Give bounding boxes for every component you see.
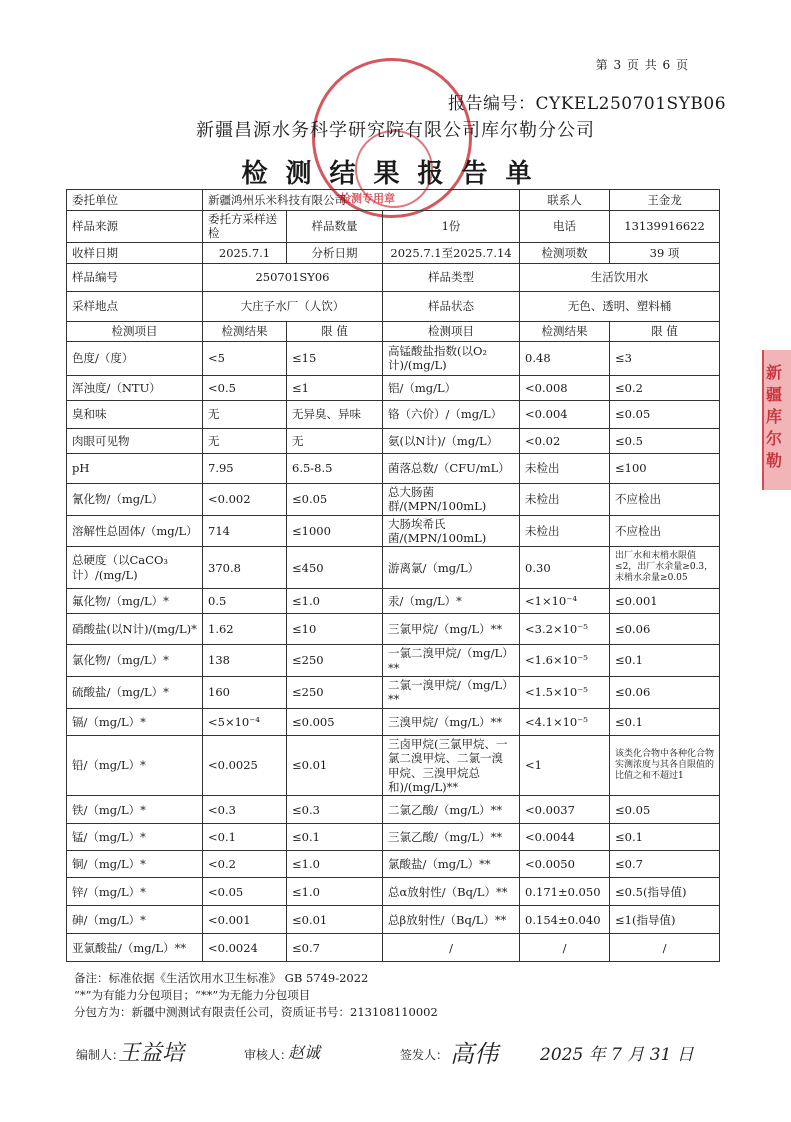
col-header-item: 检测项目	[67, 321, 203, 341]
info-row	[67, 190, 720, 211]
result-value: 714	[203, 515, 287, 547]
result-value: 1.62	[203, 614, 287, 645]
result-limit: ≤250	[287, 645, 383, 677]
result-item: 硝酸盐(以N计)/(mg/L)*	[67, 614, 203, 645]
result-value-2: <1×10⁻⁴	[520, 589, 610, 614]
result-value: 370.8	[203, 547, 287, 589]
result-value: <0.1	[203, 824, 287, 851]
result-item-2: 高锰酸盐指数(以O₂计)/(mg/L)	[383, 341, 520, 375]
result-item-2: 大肠埃希氏菌/(MPN/100mL)	[383, 515, 520, 547]
result-limit: ≤250	[287, 677, 383, 709]
sample-no-label: 样品编号	[67, 263, 203, 291]
result-item-2: 总大肠菌群/(MPN/100mL)	[383, 483, 520, 515]
contact-label: 联系人	[520, 190, 610, 211]
prepared-by-signature: 王益培	[118, 1041, 185, 1066]
table-row	[67, 796, 720, 824]
result-limit: ≤10	[287, 614, 383, 645]
result-item-2: 菌落总数/（CFU/mL）	[383, 453, 520, 483]
table-row	[67, 614, 720, 645]
result-item-2: 一氯二溴甲烷/（mg/L）**	[383, 645, 520, 677]
result-value: <0.001	[203, 906, 287, 934]
items-value: 39 项	[610, 242, 720, 263]
result-item-2: 三氯甲烷/（mg/L）**	[383, 614, 520, 645]
result-limit: ≤0.3	[287, 796, 383, 824]
site-value: 大庄子水厂（人饮）	[203, 291, 383, 321]
page-indicator: 第 3 页 共 6 页	[595, 58, 689, 72]
result-item-2: 二氯乙酸/（mg/L）**	[383, 796, 520, 824]
table-row	[67, 906, 720, 934]
result-value: <0.05	[203, 878, 287, 906]
result-item: 浑浊度/（NTU）	[67, 375, 203, 400]
note-subcontract-legend: “*”为有能力分包项目；“**”为无能力分包项目	[74, 988, 311, 1002]
result-limit-2: ≤0.2	[610, 375, 720, 400]
result-item-2: 总α放射性/（Bq/L）**	[383, 878, 520, 906]
sample-type-label: 样品类型	[383, 263, 520, 291]
result-limit: 无异臭、异味	[287, 400, 383, 428]
result-limit: ≤15	[287, 341, 383, 375]
result-limit-2: ≤0.1	[610, 824, 720, 851]
result-item: 氰化物/（mg/L）	[67, 483, 203, 515]
state-label: 样品状态	[383, 291, 520, 321]
result-value: <0.0025	[203, 735, 287, 796]
result-item: 氯化物/（mg/L）*	[67, 645, 203, 677]
info-row	[67, 211, 720, 243]
result-item: 溶解性总固体/（mg/L）	[67, 515, 203, 547]
result-value-2: 0.48	[520, 341, 610, 375]
table-row	[67, 708, 720, 735]
result-limit-2: ≤0.06	[610, 614, 720, 645]
col-header-result2: 检测结果	[520, 321, 610, 341]
result-limit-2: ≤0.05	[610, 400, 720, 428]
col-header-limit: 限 值	[287, 321, 383, 341]
result-limit-2: ≤0.7	[610, 851, 720, 878]
result-table	[66, 189, 720, 962]
result-item: 铜/（mg/L）*	[67, 851, 203, 878]
info-row	[67, 291, 720, 321]
result-limit: ≤0.7	[287, 934, 383, 962]
table-row	[67, 400, 720, 428]
source-label: 样品来源	[67, 211, 203, 243]
result-value: <5	[203, 341, 287, 375]
sample-type-value: 生活饮用水	[520, 263, 720, 291]
inspection-seal-text: 检测专用章	[340, 192, 395, 205]
result-limit: ≤0.01	[287, 906, 383, 934]
result-item-2: 氨(以N计)/（mg/L）	[383, 428, 520, 453]
result-item: 镉/（mg/L）*	[67, 708, 203, 735]
items-label: 检测项数	[520, 242, 610, 263]
result-item-2: 氯酸盐/（mg/L）**	[383, 851, 520, 878]
client-value: 新疆鸿州乐米科技有限公司	[203, 190, 520, 211]
result-value-2: 未检出	[520, 453, 610, 483]
info-row	[67, 263, 720, 291]
result-value: 7.95	[203, 453, 287, 483]
result-item: 色度/（度）	[67, 341, 203, 375]
table-row	[67, 515, 720, 547]
col-header-result: 检测结果	[203, 321, 287, 341]
table-row	[67, 428, 720, 453]
table-row	[67, 547, 720, 589]
result-value-2: <0.004	[520, 400, 610, 428]
result-value-2: 0.30	[520, 547, 610, 589]
result-item-2: 三溴甲烷/（mg/L）**	[383, 708, 520, 735]
result-item-2: 铝/（mg/L）	[383, 375, 520, 400]
result-item: 铅/（mg/L）*	[67, 735, 203, 796]
source-value: 委托方采样送检	[203, 211, 287, 243]
notes	[74, 970, 438, 1021]
table-row	[67, 677, 720, 709]
result-limit-2: ≤0.06	[610, 677, 720, 709]
result-item: 砷/（mg/L）*	[67, 906, 203, 934]
result-value: 160	[203, 677, 287, 709]
sample-no-value: 250701SY06	[203, 263, 383, 291]
table-row	[67, 453, 720, 483]
result-limit: ≤0.01	[287, 735, 383, 796]
phone-label: 电话	[520, 211, 610, 243]
col-header-limit2: 限 值	[610, 321, 720, 341]
result-limit: ≤1.0	[287, 589, 383, 614]
result-limit: ≤1.0	[287, 878, 383, 906]
col-header-item2: 检测项目	[383, 321, 520, 341]
result-limit-2: ≤100	[610, 453, 720, 483]
result-item: 硫酸盐/（mg/L）*	[67, 677, 203, 709]
result-limit-2: ≤0.1	[610, 645, 720, 677]
table-row	[67, 483, 720, 515]
result-value-2: <1.5×10⁻⁵	[520, 677, 610, 709]
qty-label: 样品数量	[287, 211, 383, 243]
result-value-2: <0.0044	[520, 824, 610, 851]
result-limit-2: ≤3	[610, 341, 720, 375]
state-value: 无色、透明、塑料桶	[520, 291, 720, 321]
result-limit: ≤1.0	[287, 851, 383, 878]
result-value-2: /	[520, 934, 610, 962]
result-value-2: 0.154±0.040	[520, 906, 610, 934]
result-item: 锌/（mg/L）*	[67, 878, 203, 906]
info-row	[67, 242, 720, 263]
table-row	[67, 375, 720, 400]
analysis-label: 分析日期	[287, 242, 383, 263]
result-item-2: 三氯乙酸/（mg/L）**	[383, 824, 520, 851]
document-title: 检测结果报告单	[241, 159, 550, 189]
result-value: 138	[203, 645, 287, 677]
table-row	[67, 589, 720, 614]
result-limit: ≤0.005	[287, 708, 383, 735]
result-item-2: 总β放射性/（Bq/L）**	[383, 906, 520, 934]
result-value: <0.0024	[203, 934, 287, 962]
result-item-2: 二氯一溴甲烷/（mg/L）**	[383, 677, 520, 709]
qty-value: 1份	[383, 211, 520, 243]
result-value: 无	[203, 400, 287, 428]
table-row	[67, 735, 720, 796]
result-item-2: 铬（六价）/（mg/L）	[383, 400, 520, 428]
issued-by-signature: 高伟	[450, 1040, 498, 1068]
result-limit-2: ≤0.1	[610, 708, 720, 735]
result-limit-2: 该类化合物中各种化合物实测浓度与其各自限值的比值之和不超过1	[610, 735, 720, 796]
result-limit: ≤1000	[287, 515, 383, 547]
result-limit-2: ≤0.5	[610, 428, 720, 453]
result-limit: ≤450	[287, 547, 383, 589]
result-item: 亚氯酸盐/（mg/L）**	[67, 934, 203, 962]
result-item: 氟化物/（mg/L）*	[67, 589, 203, 614]
result-value-2: <1	[520, 735, 610, 796]
result-value-2: <0.008	[520, 375, 610, 400]
result-limit: ≤0.1	[287, 824, 383, 851]
table-row	[67, 934, 720, 962]
table-row	[67, 341, 720, 375]
result-value: <0.2	[203, 851, 287, 878]
result-limit-2: 不应检出	[610, 515, 720, 547]
result-limit: 6.5-8.5	[287, 453, 383, 483]
column-header-row	[67, 321, 720, 341]
result-value: <0.002	[203, 483, 287, 515]
result-limit: ≤0.05	[287, 483, 383, 515]
result-item: 肉眼可见物	[67, 428, 203, 453]
reviewed-by-label: 审核人：	[244, 1048, 293, 1062]
company-name: 新疆昌源水务科学研究院有限公司库尔勒分公司	[196, 120, 595, 141]
result-limit-2: ≤1(指导值)	[610, 906, 720, 934]
result-item: 铁/（mg/L）*	[67, 796, 203, 824]
table-row	[67, 824, 720, 851]
result-value-2: 0.171±0.050	[520, 878, 610, 906]
phone-value: 13139916622	[610, 211, 720, 243]
reviewed-by-signature: 赵诚	[288, 1043, 321, 1062]
client-label: 委托单位	[67, 190, 203, 211]
result-value-2: <0.0037	[520, 796, 610, 824]
result-value-2: <1.6×10⁻⁵	[520, 645, 610, 677]
result-value-2: <3.2×10⁻⁵	[520, 614, 610, 645]
receive-value: 2025.7.1	[203, 242, 287, 263]
table-row	[67, 851, 720, 878]
table-row	[67, 878, 720, 906]
result-item: 总硬度（以CaCO₃计）/(mg/L)	[67, 547, 203, 589]
result-limit-2: 出厂水和末梢水限值≤2，出厂水余量≥0.3，末梢水余量≥0.05	[610, 547, 720, 589]
result-item: pH	[67, 453, 203, 483]
result-item-2: 游离氯/（mg/L）	[383, 547, 520, 589]
analysis-value: 2025.7.1至2025.7.14	[383, 242, 520, 263]
result-item-2: 汞/（mg/L）*	[383, 589, 520, 614]
result-limit-2: ≤0.5(指导值)	[610, 878, 720, 906]
result-limit: ≤1	[287, 375, 383, 400]
table-row	[67, 645, 720, 677]
result-rows	[67, 341, 720, 962]
report-number: 报告编号：CYKEL250701SYB06	[448, 94, 727, 114]
result-item: 臭和味	[67, 400, 203, 428]
result-value-2: 未检出	[520, 483, 610, 515]
seam-stamp-text: 新疆库尔勒	[766, 363, 783, 470]
result-value: <0.5	[203, 375, 287, 400]
result-item: 锰/（mg/L）*	[67, 824, 203, 851]
prepared-by-label: 编制人：	[76, 1048, 125, 1062]
result-value-2: <4.1×10⁻⁵	[520, 708, 610, 735]
result-limit-2: ≤0.001	[610, 589, 720, 614]
result-value: <0.3	[203, 796, 287, 824]
result-value: <5×10⁻⁴	[203, 708, 287, 735]
result-limit-2: /	[610, 934, 720, 962]
result-limit-2: ≤0.05	[610, 796, 720, 824]
contact-value: 王金龙	[610, 190, 720, 211]
issue-date: 2025 年 7 月 31 日	[540, 1045, 694, 1065]
result-value-2: <0.0050	[520, 851, 610, 878]
note-subcontractor: 分包方为：新疆中测测试有限责任公司，资质证书号：213108110002	[74, 1005, 438, 1019]
site-label: 采样地点	[67, 291, 203, 321]
receive-label: 收样日期	[67, 242, 203, 263]
result-limit: 无	[287, 428, 383, 453]
result-limit-2: 不应检出	[610, 483, 720, 515]
result-value: 无	[203, 428, 287, 453]
result-value-2: <0.02	[520, 428, 610, 453]
result-item-2: 三卤甲烷(三氯甲烷、一氯二溴甲烷、二氯一溴甲烷、三溴甲烷总和)/(mg/L)**	[383, 735, 520, 796]
issued-by-label: 签发人：	[400, 1048, 449, 1062]
result-value-2: 未检出	[520, 515, 610, 547]
result-item-2: /	[383, 934, 520, 962]
result-value: 0.5	[203, 589, 287, 614]
note-standard: 备注：标准依据《生活饮用水卫生标准》 GB 5749-2022	[74, 971, 369, 985]
